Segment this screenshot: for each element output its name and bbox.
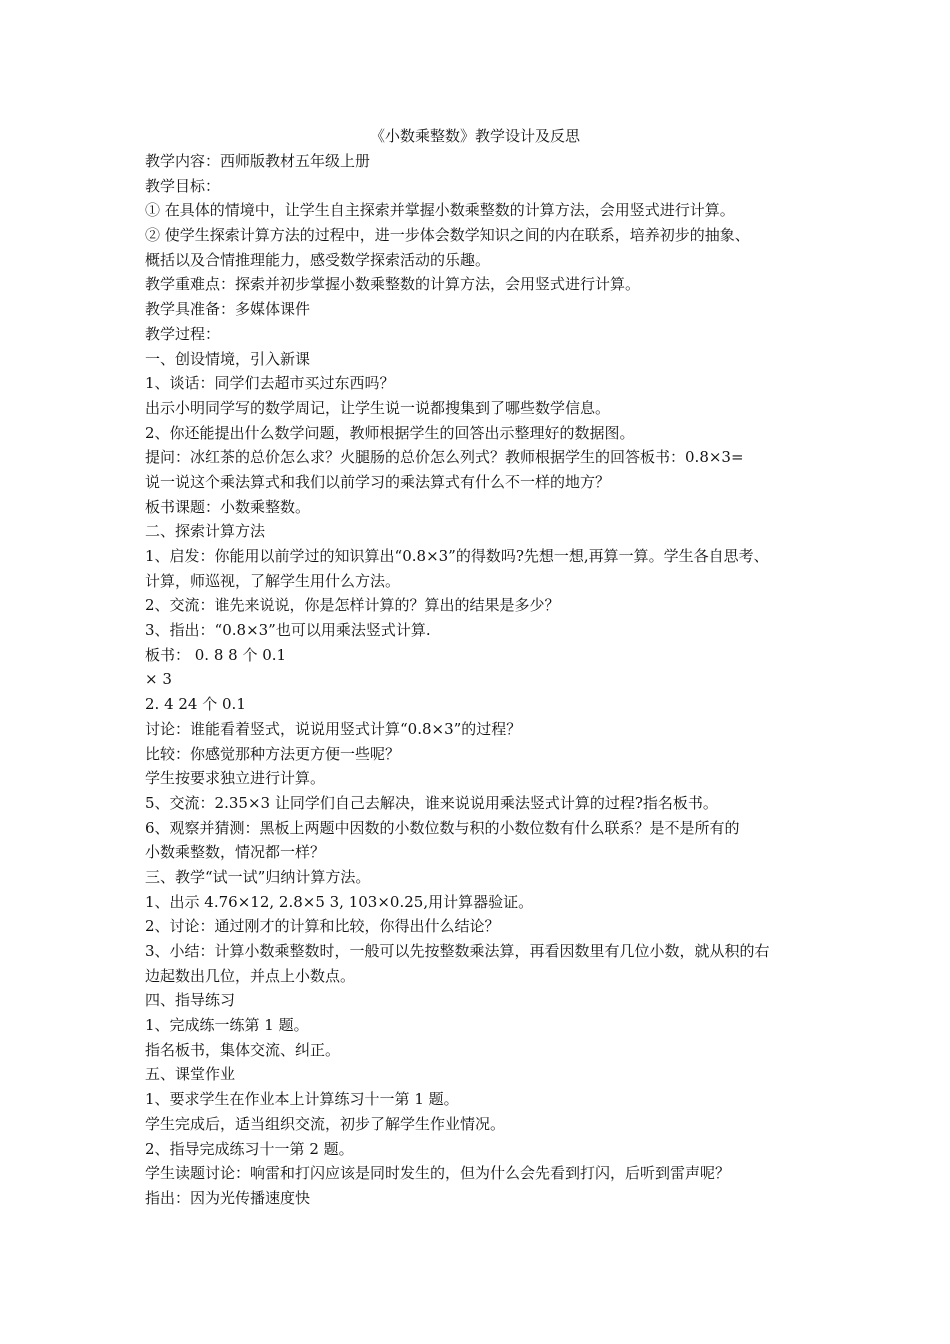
text-line: 2. 4 24 个 0.1 bbox=[145, 695, 246, 714]
text-line: 说一说这个乘法算式和我们以前学习的乘法算式有什么不一样的地方？ bbox=[145, 472, 611, 491]
text-line: 教学过程： bbox=[145, 324, 221, 343]
text-line: 2、指导完成练习十一第 2 题。 bbox=[145, 1139, 354, 1158]
text-line: 2、讨论：通过刚才的计算和比较，你得出什么结论？ bbox=[145, 917, 500, 936]
text-line: ② 使学生探索计算方法的过程中，进一步体会数学知识之间的内在联系，培养初步的抽象、 bbox=[145, 226, 750, 245]
text-line: 2、你还能提出什么数学问题，教师根据学生的回答出示整理好的数据图。 bbox=[145, 423, 635, 442]
text-line: 五、课堂作业 bbox=[145, 1065, 236, 1084]
text-line: 学生读题讨论：响雷和打闪应该是同时发生的，但为什么会先看到打闪，后听到雷声呢？ bbox=[145, 1164, 731, 1183]
text-line: 3、指出：“0.8×3”也可以用乘法竖式计算. bbox=[145, 621, 431, 640]
text-line: 2、交流：谁先来说说，你是怎样计算的？算出的结果是多少？ bbox=[145, 596, 560, 615]
document-body bbox=[145, 149, 815, 1211]
text-line: 出示小明同学写的数学周记，让学生说一说都搜集到了哪些数学信息。 bbox=[145, 398, 611, 417]
text-line: ① 在具体的情境中，让学生自主探索并掌握小数乘整数的计算方法，会用竖式进行计算。 bbox=[145, 201, 735, 220]
text-line: 教学重难点：探索并初步掌握小数乘整数的计算方法，会用竖式进行计算。 bbox=[145, 275, 641, 294]
text-line: 三、教学“试一试”归纳计算方法。 bbox=[145, 867, 371, 886]
text-line: 提问：冰红茶的总价怎么求？火腿肠的总价怎么列式？教师根据学生的回答板书：0.8×3= bbox=[145, 448, 744, 467]
text-line: 1、谈话：同学们去超市买过东西吗？ bbox=[145, 374, 395, 393]
text-line: 小数乘整数，情况都一样？ bbox=[145, 843, 326, 862]
text-line: 概括以及合情推理能力，感受数学探索活动的乐趣。 bbox=[145, 250, 491, 269]
text-line: 学生完成后，适当组织交流，初步了解学生作业情况。 bbox=[145, 1114, 506, 1133]
text-line: 比较：你感觉那种方法更方便一些呢？ bbox=[145, 744, 401, 763]
text-line: 板书课题：小数乘整数。 bbox=[145, 497, 311, 516]
text-line: 一、创设情境，引入新课 bbox=[145, 349, 311, 368]
text-line: 1、完成练一练第 1 题。 bbox=[145, 1016, 309, 1035]
document-title: 《小数乘整数》教学设计及反思 bbox=[369, 127, 580, 145]
text-line: × 3 bbox=[145, 670, 172, 689]
text-line: 1、要求学生在作业本上计算练习十一第 1 题。 bbox=[145, 1090, 459, 1109]
text-line: 学生按要求独立进行计算。 bbox=[145, 769, 326, 788]
text-line: 讨论：谁能看着竖式，说说用竖式计算“0.8×3”的过程？ bbox=[145, 719, 522, 738]
text-line: 教学目标： bbox=[145, 176, 221, 195]
text-line: 教学具准备：多媒体课件 bbox=[145, 300, 311, 319]
text-line: 6、观察并猜测：黑板上两题中因数的小数位数与积的小数位数有什么联系？是不是所有的 bbox=[145, 818, 740, 837]
text-line: 指名板书，集体交流、纠正。 bbox=[145, 1040, 341, 1059]
text-line: 教学内容：西师版教材五年级上册 bbox=[145, 152, 371, 170]
text-line: 1、出示 4.76×12, 2.8×5 3, 103×0.25,用计算器验证。 bbox=[145, 892, 534, 911]
text-line: 3、小结：计算小数乘整数时，一般可以先按整数乘法算，再看因数里有几位小数，就从积的右 bbox=[145, 942, 770, 960]
text-line: 计算，师巡视，了解学生用什么方法。 bbox=[145, 571, 401, 590]
text-line: 1、启发：你能用以前学过的知识算出“0.8×3”的得数吗?先想一想,再算一算。学生各自思考、 bbox=[145, 547, 769, 565]
text-line: 四、指导练习 bbox=[145, 991, 236, 1010]
text-line: 指出：因为光传播速度快 bbox=[145, 1188, 311, 1207]
text-line: 板书： 0. 8 8 个 0.1 bbox=[145, 645, 287, 664]
text-line: 5、交流：2.35×3 让同学们自己去解决，谁来说说用乘法竖式计算的过程?指名板书。 bbox=[145, 793, 718, 812]
text-line: 边起数出几位，并点上小数点。 bbox=[145, 966, 356, 985]
text-line: 二、探索计算方法 bbox=[145, 522, 266, 541]
